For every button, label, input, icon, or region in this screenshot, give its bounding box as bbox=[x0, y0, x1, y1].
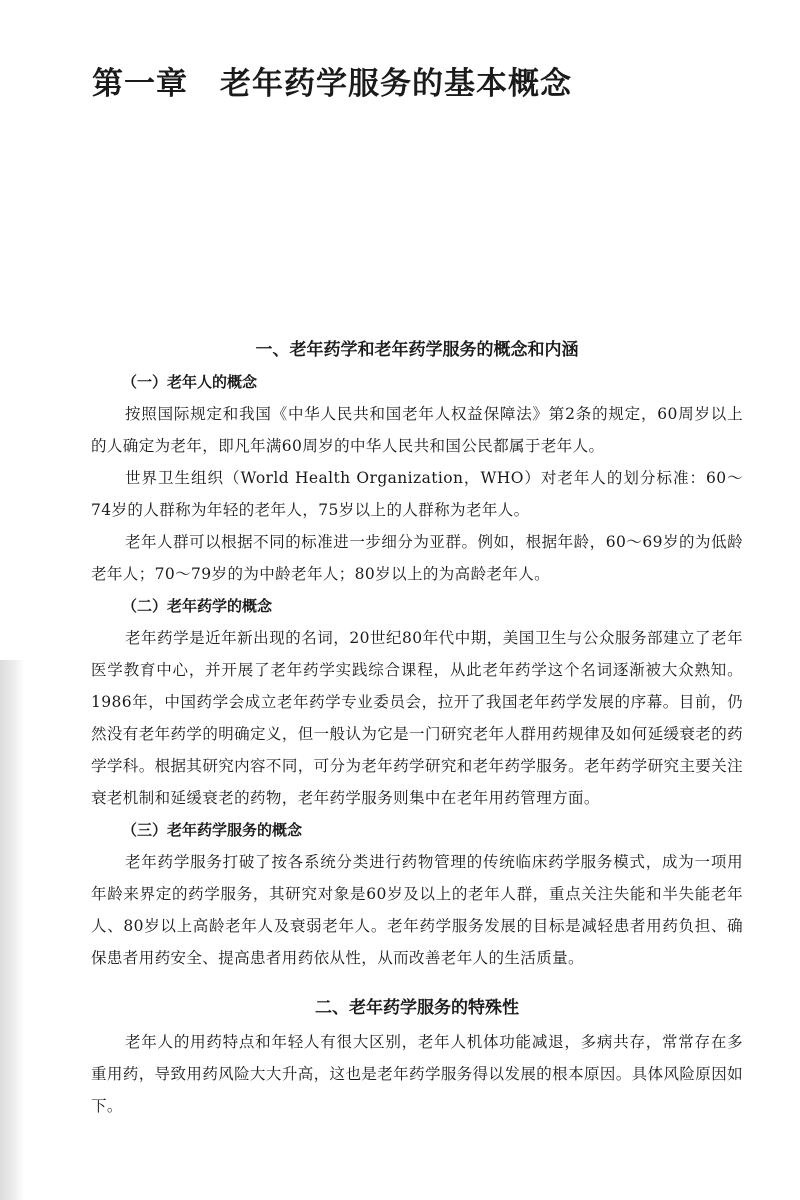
section-1-heading: 一、老年药学和老年药学服务的概念和内涵 bbox=[255, 340, 579, 360]
subsection-1-heading: （一）老年人的概念 bbox=[122, 373, 258, 391]
chapter-title: 第一章 老年药学服务的基本概念 bbox=[92, 66, 572, 102]
page-body bbox=[91, 334, 743, 1122]
page-binding-edge bbox=[0, 660, 24, 1200]
paragraph: 老年药学是近年新出现的名词，20世纪80年代中期，美国卫生与公众服务部建立了老年医学教育中心，并开展了老年药学实践综合课程，从此老年药学这个名词逐渐被大众熟知。1986年，中国药学会成立老年药学专业委员会，拉开了我国老年药学发展的序幕。目前，仍然没有老年药学的明确定义，但一般认为它是一门研究老年人群用药规律及如何延缓衰老的药学学科。根据其研究内容不同，可分为老年药学研究和老年药学服务。老年药学研究主要关注衰老机制和延缓衰老的药物，老年药学服务则集中在老年用药管理方面。 bbox=[91, 629, 743, 807]
section-2-heading: 二、老年药学服务的特殊性 bbox=[315, 998, 519, 1018]
subsection-2-heading: （二）老年药学的概念 bbox=[122, 597, 273, 615]
paragraph: 老年药学服务打破了按各系统分类进行药物管理的传统临床药学服务模式，成为一项用年龄来界定的药学服务，其研究对象是60岁及以上的老年人群，重点关注失能和半失能老年人、80岁以上高龄老年人及衰弱老年人。老年药学服务发展的目标是减轻患者用药负担、确保患者用药安全、提高患者用药依从性，从而改善老年人的生活质量。 bbox=[91, 853, 743, 967]
paragraph: 按照国际规定和我国《中华人民共和国老年人权益保障法》第2条的规定，60周岁以上的人确定为老年，即凡年满60周岁的中华人民共和国公民都属于老年人。 bbox=[91, 405, 743, 455]
paragraph: 世界卫生组织（World Health Organization，WHO）对老年人的划分标准：60～74岁的人群称为年轻的老年人，75岁以上的人群称为老年人。 bbox=[91, 469, 743, 519]
paragraph: 老年人群可以根据不同的标准进一步细分为亚群。例如，根据年龄，60～69岁的为低龄老年人；70～79岁的为中龄老年人；80岁以上的为高龄老年人。 bbox=[91, 533, 743, 583]
subsection-3-heading: （三）老年药学服务的概念 bbox=[122, 821, 303, 839]
paragraph: 老年人的用药特点和年轻人有很大区别，老年人机体功能减退，多病共存，常常存在多重用药，导致用药风险大大升高，这也是老年药学服务得以发展的根本原因。具体风险原因如下。 bbox=[91, 1033, 743, 1115]
